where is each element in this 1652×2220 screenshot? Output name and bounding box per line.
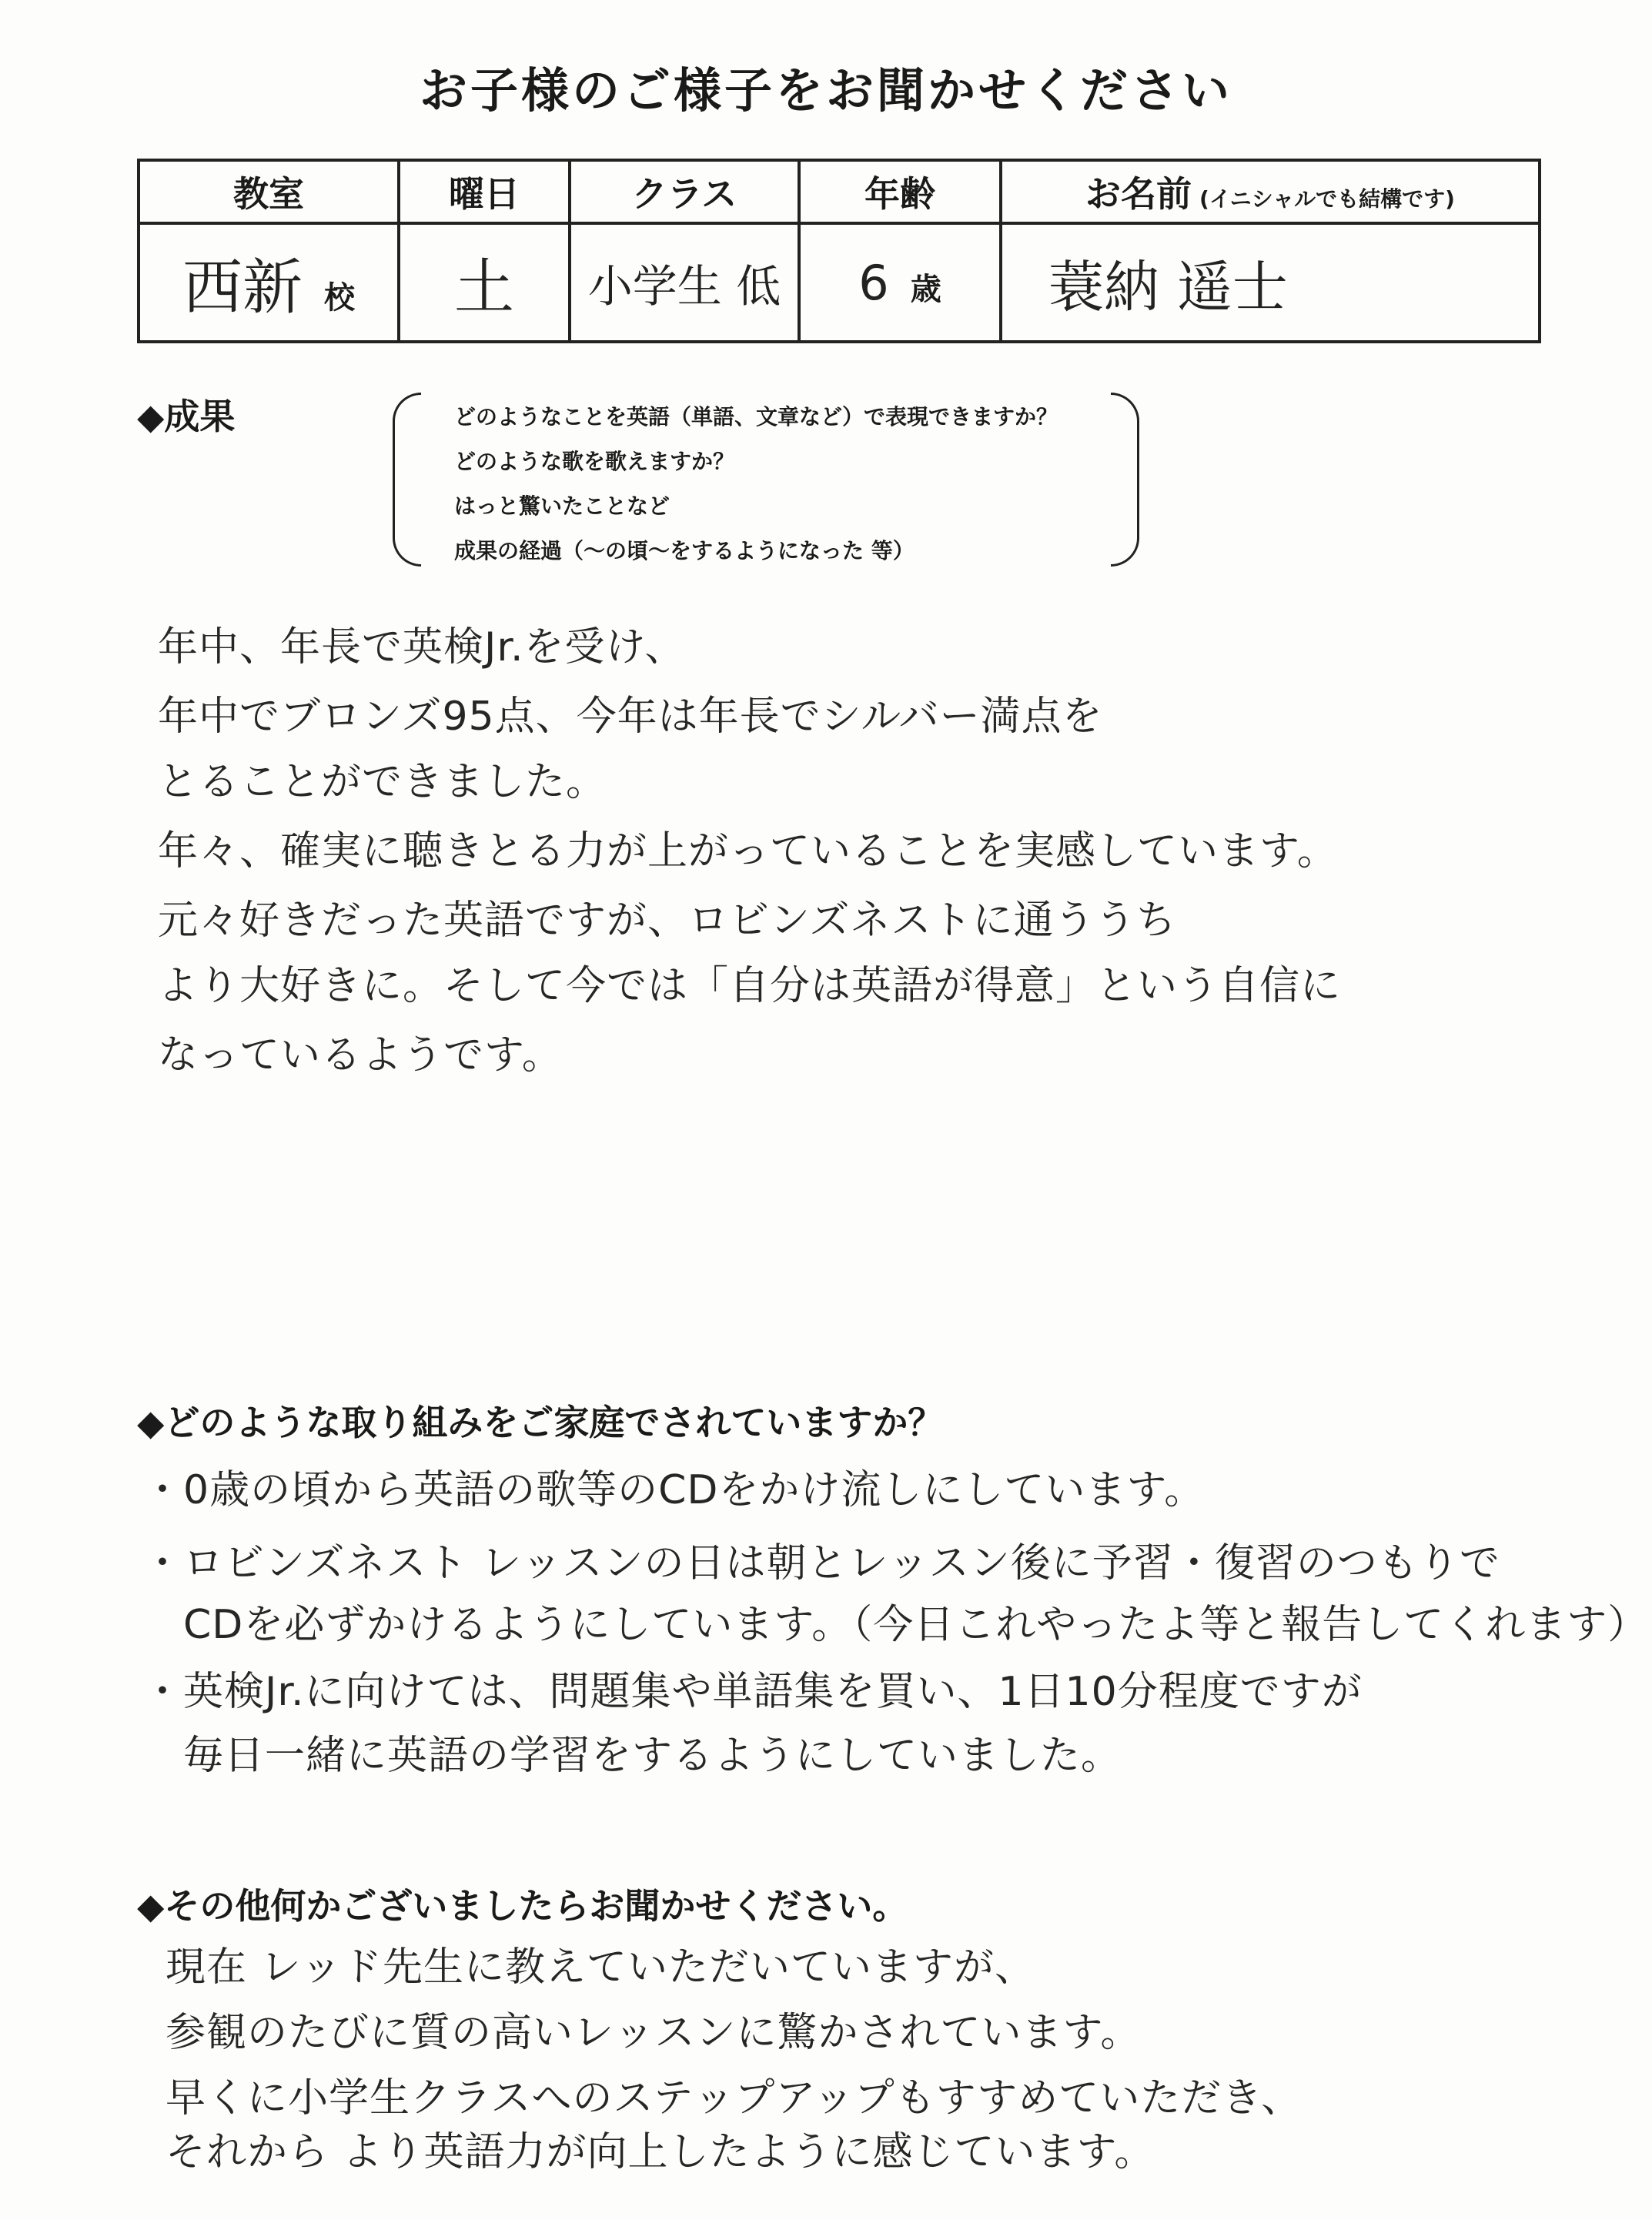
value-age: [799, 223, 1001, 342]
name-value: 蓑納 遥士: [1048, 255, 1288, 319]
header-name: [1001, 160, 1540, 223]
answer-line: 年中、年長で英検Jr.を受け、: [158, 624, 686, 670]
answer-line: 早くに小学生クラスへのステップアップもすすめていただき、: [166, 2075, 1303, 2121]
value-day: [399, 223, 570, 342]
answer-line: とることができました。: [158, 759, 607, 805]
header-classroom: 教室: [139, 160, 399, 223]
right-bracket: [1111, 393, 1139, 567]
value-class: [570, 223, 799, 342]
answer-line: ・ロビンズネスト レッスンの日は朝とレッスン後に予習・復習のつもりで: [142, 1540, 1500, 1586]
results-heading: ◆成果: [137, 396, 236, 437]
class-value: 小学生 低: [587, 260, 781, 313]
header-age: 年齢: [799, 160, 1001, 223]
age-unit: 歳: [910, 271, 941, 307]
prompt-item: 成果の経過（～の頃～をするようになった 等）: [454, 538, 915, 563]
other-heading: ◆その他何かございましたらお聞かせください。: [137, 1885, 908, 1927]
home-heading: ◆どのような取り組みをご家庭でされていますか？: [137, 1402, 944, 1443]
answer-line: 元々好きだった英語ですが、ロビンズネストに通ううち: [158, 898, 1177, 944]
header-class: クラス: [570, 160, 799, 223]
answer-line: ・0歳の頃から英語の歌等のCDをかけ流しにしています。: [142, 1467, 1206, 1513]
answer-line: 年中でブロンズ95点、今年は年長でシルバー満点を: [158, 694, 1103, 740]
answer-line: 年々、確実に聴きとる力が上がっていることを実感しています。: [158, 828, 1338, 874]
answer-line: CDを必ずかけるようにしています。（今日これやったよ等と報告してくれます）: [142, 1602, 1649, 1648]
day-value: 土: [453, 253, 514, 323]
value-name: [1001, 223, 1540, 342]
answer-line: ・英検Jr.に向けては、問題集や単語集を買い、1日10分程度ですが: [142, 1669, 1363, 1715]
left-bracket: [393, 393, 421, 567]
header-name-note: (イニシャルでも結構です): [1199, 186, 1455, 212]
prompt-item: どのようなことを英語（単語、文章など）で表現できますか？: [454, 404, 1058, 430]
info-table-header-row: [139, 160, 1540, 223]
page-title: お子様のご様子をお聞かせください: [419, 62, 1232, 119]
answer-line: それから より英語力が向上したように感じています。: [166, 2129, 1155, 2175]
prompt-box: [393, 385, 1139, 570]
classroom-value: 西新: [182, 253, 303, 323]
info-table-value-row: [139, 223, 1540, 342]
answer-line: より大好きに。そして今では「自分は英語が得意」という自信に: [158, 963, 1342, 1009]
info-table: [137, 159, 1541, 343]
header-name-label: お名前: [1085, 173, 1192, 215]
value-classroom: [139, 223, 399, 342]
answer-line: 毎日一緒に英語の学習をするようにしていました。: [142, 1733, 1122, 1779]
answer-line: 現在 レッド先生に教えていただいていますが、: [166, 1944, 1036, 1991]
prompt-item: はっと驚いたことなど: [454, 493, 670, 519]
answer-line: なっているようです。: [158, 1032, 563, 1078]
classroom-suffix: 校: [324, 280, 355, 316]
answer-line: 参観のたびに質の高いレッスンに驚かされています。: [166, 2010, 1142, 2056]
prompt-item: どのような歌を歌えますか？: [454, 449, 735, 474]
age-value: 6: [858, 254, 889, 311]
header-day: 曜日: [399, 160, 570, 223]
